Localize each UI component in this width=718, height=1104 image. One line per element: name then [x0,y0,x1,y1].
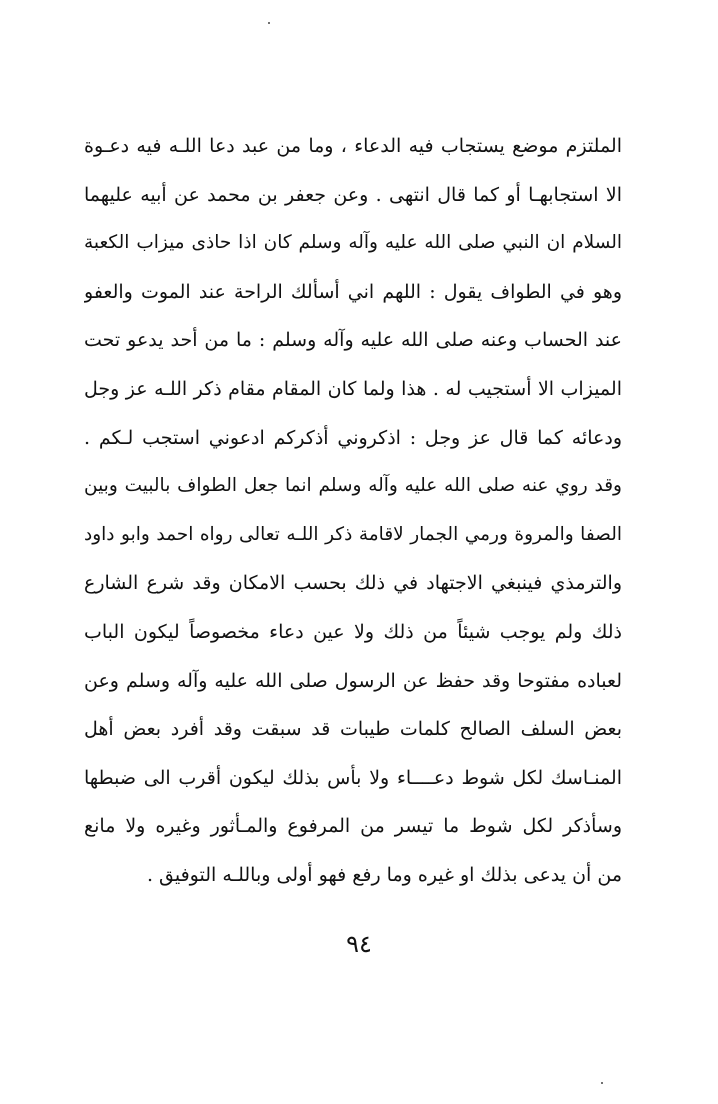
text-line-6: الميزاب الا أستجيب له . هذا ولما كان المقام مقام ذكر اللـه عز وجل [84,377,622,400]
body-text [84,122,622,900]
text-line-3: السلام ان النبي صلى الله عليه وآله وسلم كان اذا حاذى ميزاب الكعبة [84,232,622,254]
text-line-9: الصفا والمروة ورمي الجمار لاقامة ذكر اللـه تعالى رواه احمد وابو داود [84,523,622,545]
text-line-10: والترمذي فينبغي الاجتهاد في ذلك بحسب الامكان وقد شرع الشارع [84,572,622,595]
text-line-5: عند الحساب وعنه صلى الله عليه وآله وسلم : ما من أحد يدعو تحت [84,329,622,352]
text-line-2: الا استجابهـا أو كما قال انتهى . وعن جعفر بن محمد عن أبيه عليهما [84,183,622,206]
page-number: ٩٤ [346,930,372,958]
text-line-12: لعباده مفتوحا وقد حفظ عن الرسول صلى الله عليه وآله وسلم وعن [84,669,622,692]
text-line-16: من أن يدعى بذلك او غيره وما رفع فهو أولى وباللـه التوفيق . [146,863,622,886]
bottom-scan-mark [601,1082,603,1084]
top-scan-mark [268,22,270,24]
text-line-13: بعض السلف الصالح كلمات طيبات قد سبقت وقد أفرد بعض أهل [84,718,622,741]
text-line-14: المنـاسك لكل شوط دعــــاء ولا بأس بذلك ليكون أقرب الى ضبطها [84,766,622,789]
text-line-7: ودعائه كما قال عز وجل : اذكروني أذكركم ادعوني استجب لـكم . [84,426,622,449]
text-line-8: وقد روي عنه صلى الله عليه وآله وسلم انما جعل الطواف بالبيت وبين [84,475,622,497]
text-line-11: ذلك ولم يوجب شيئاً من ذلك ولا عين دعاء مخصوصاً ليكون الباب [84,620,622,643]
text-line-1: الملتزم موضع يستجاب فيه الدعاء ، وما من عبد دعا اللـه فيه دعـوة [84,135,622,157]
text-line-15: وسأذكر لكل شوط ما تيسر من المرفوع والمـأثور وغيره ولا مانع [84,815,622,838]
text-line-4: وهو في الطواف يقول : اللهم اني أسألك الراحة عند الموت والعفو [84,280,622,303]
